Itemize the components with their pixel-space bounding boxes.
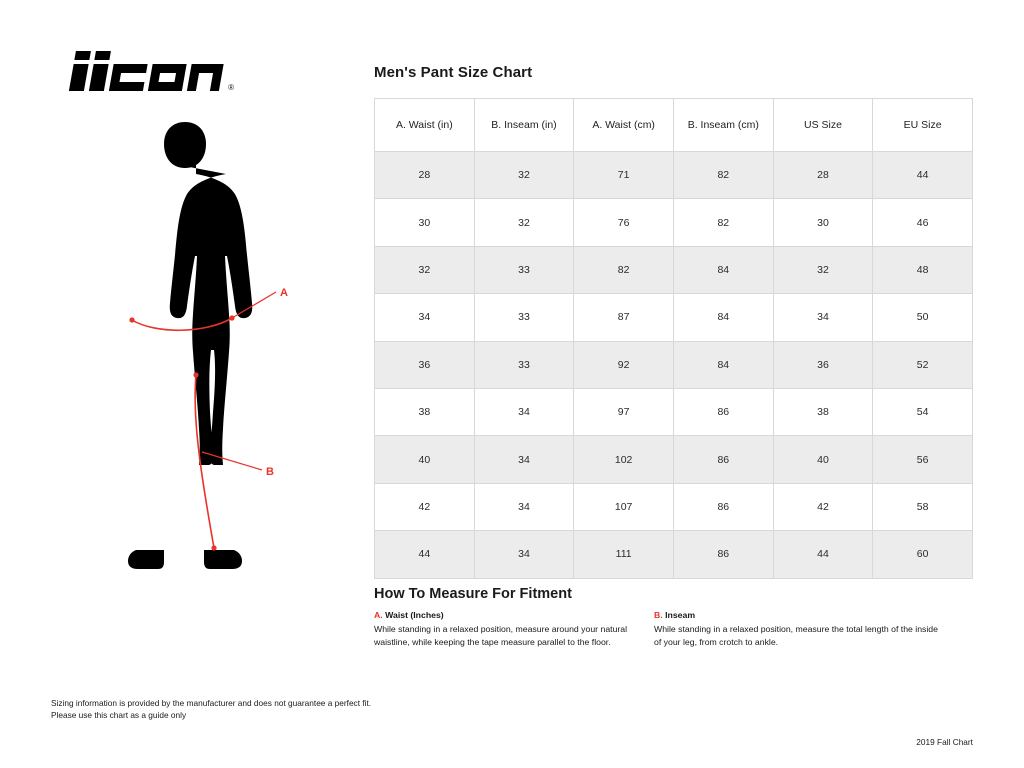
table-cell: 46 (873, 199, 973, 246)
table-cell: 33 (474, 294, 574, 341)
table-row (375, 294, 973, 341)
table-cell: 97 (574, 388, 674, 435)
measure-item-waist (374, 609, 646, 648)
table-cell: 86 (673, 388, 773, 435)
table-cell: 34 (773, 294, 873, 341)
column-header: A. Waist (in) (375, 99, 475, 152)
table-cell: 56 (873, 436, 973, 483)
table-cell: 111 (574, 531, 674, 578)
table-row (375, 436, 973, 483)
measure-description-b: While standing in a relaxed position, measure the total length of the inside of your leg, from crotch to ankle. (654, 624, 938, 647)
callout-a-label: A (280, 287, 288, 299)
table-cell: 86 (673, 483, 773, 530)
table-cell: 82 (673, 199, 773, 246)
table-cell: 84 (673, 246, 773, 293)
table-cell: 82 (673, 152, 773, 199)
measure-item-heading (374, 609, 646, 621)
table-cell: 71 (574, 152, 674, 199)
table-cell: 32 (474, 199, 574, 246)
table-row (375, 199, 973, 246)
table-cell: 30 (773, 199, 873, 246)
male-silhouette (128, 122, 252, 569)
table-cell: 92 (574, 341, 674, 388)
table-cell: 38 (375, 388, 475, 435)
how-to-measure-title: How To Measure For Fitment (374, 586, 572, 602)
table-cell: 30 (375, 199, 475, 246)
table-cell: 87 (574, 294, 674, 341)
inseam-point-bottom (211, 545, 216, 550)
table-row (375, 152, 973, 199)
body-diagram (110, 120, 320, 580)
size-chart-table (374, 98, 973, 579)
icon-logo-svg (55, 45, 225, 97)
table-cell: 36 (375, 341, 475, 388)
registered-mark-icon: ® (228, 83, 234, 92)
table-header-row (375, 99, 973, 152)
table-cell: 32 (773, 246, 873, 293)
table-row (375, 246, 973, 293)
column-header: A. Waist (cm) (574, 99, 674, 152)
table-cell: 42 (375, 483, 475, 530)
table-cell: 34 (474, 531, 574, 578)
page-title: Men's Pant Size Chart (374, 64, 533, 81)
table-cell: 76 (574, 199, 674, 246)
table-cell: 60 (873, 531, 973, 578)
table-cell: 34 (474, 388, 574, 435)
table-body (375, 152, 973, 579)
column-header: B. Inseam (in) (474, 99, 574, 152)
measure-name-a: Waist (Inches) (385, 610, 444, 620)
table-cell: 107 (574, 483, 674, 530)
table-cell: 28 (773, 152, 873, 199)
table-cell: 52 (873, 341, 973, 388)
table-cell: 34 (474, 483, 574, 530)
table-row (375, 388, 973, 435)
table-cell: 84 (673, 341, 773, 388)
table-row (375, 483, 973, 530)
table-cell: 86 (673, 436, 773, 483)
table-cell: 36 (773, 341, 873, 388)
inseam-point-top (193, 372, 198, 377)
measure-letter-a: A. (374, 610, 383, 620)
table-cell: 33 (474, 246, 574, 293)
measure-item-inseam (654, 609, 944, 648)
table-cell: 86 (673, 531, 773, 578)
table-cell: 54 (873, 388, 973, 435)
table-cell: 34 (375, 294, 475, 341)
table-cell: 44 (873, 152, 973, 199)
measure-item-heading (654, 609, 944, 621)
column-header: US Size (773, 99, 873, 152)
table-cell: 102 (574, 436, 674, 483)
table-cell: 44 (773, 531, 873, 578)
table-cell: 40 (375, 436, 475, 483)
disclaimer-text (51, 697, 471, 722)
measure-name-b: Inseam (665, 610, 696, 620)
table-cell: 38 (773, 388, 873, 435)
table-row (375, 531, 973, 578)
table-cell: 32 (474, 152, 574, 199)
table-cell: 48 (873, 246, 973, 293)
column-header: EU Size (873, 99, 973, 152)
waist-point-left (129, 317, 134, 322)
table-cell: 28 (375, 152, 475, 199)
table-cell: 42 (773, 483, 873, 530)
table-cell: 50 (873, 294, 973, 341)
measure-description-a: While standing in a relaxed position, measure around your natural waistline, while keeping the tape measure parallel to the floor. (374, 624, 628, 647)
table-row (375, 341, 973, 388)
table-cell: 33 (474, 341, 574, 388)
table-cell: 40 (773, 436, 873, 483)
body-diagram-svg (110, 120, 320, 580)
callout-b-label: B (266, 466, 274, 478)
table-cell: 34 (474, 436, 574, 483)
table-cell: 32 (375, 246, 475, 293)
table-cell: 58 (873, 483, 973, 530)
table-cell: 82 (574, 246, 674, 293)
disclaimer-line-2: Please use this chart as a guide only (51, 710, 187, 721)
measure-letter-b: B. (654, 610, 663, 620)
column-header: B. Inseam (cm) (673, 99, 773, 152)
brand-logo (55, 45, 234, 95)
table-cell: 84 (673, 294, 773, 341)
disclaimer-line-1: Sizing information is provided by the manufacturer and does not guarantee a perfect fit. (51, 698, 372, 708)
table-cell: 44 (375, 531, 475, 578)
chart-edition-label: 2019 Fall Chart (916, 737, 973, 747)
